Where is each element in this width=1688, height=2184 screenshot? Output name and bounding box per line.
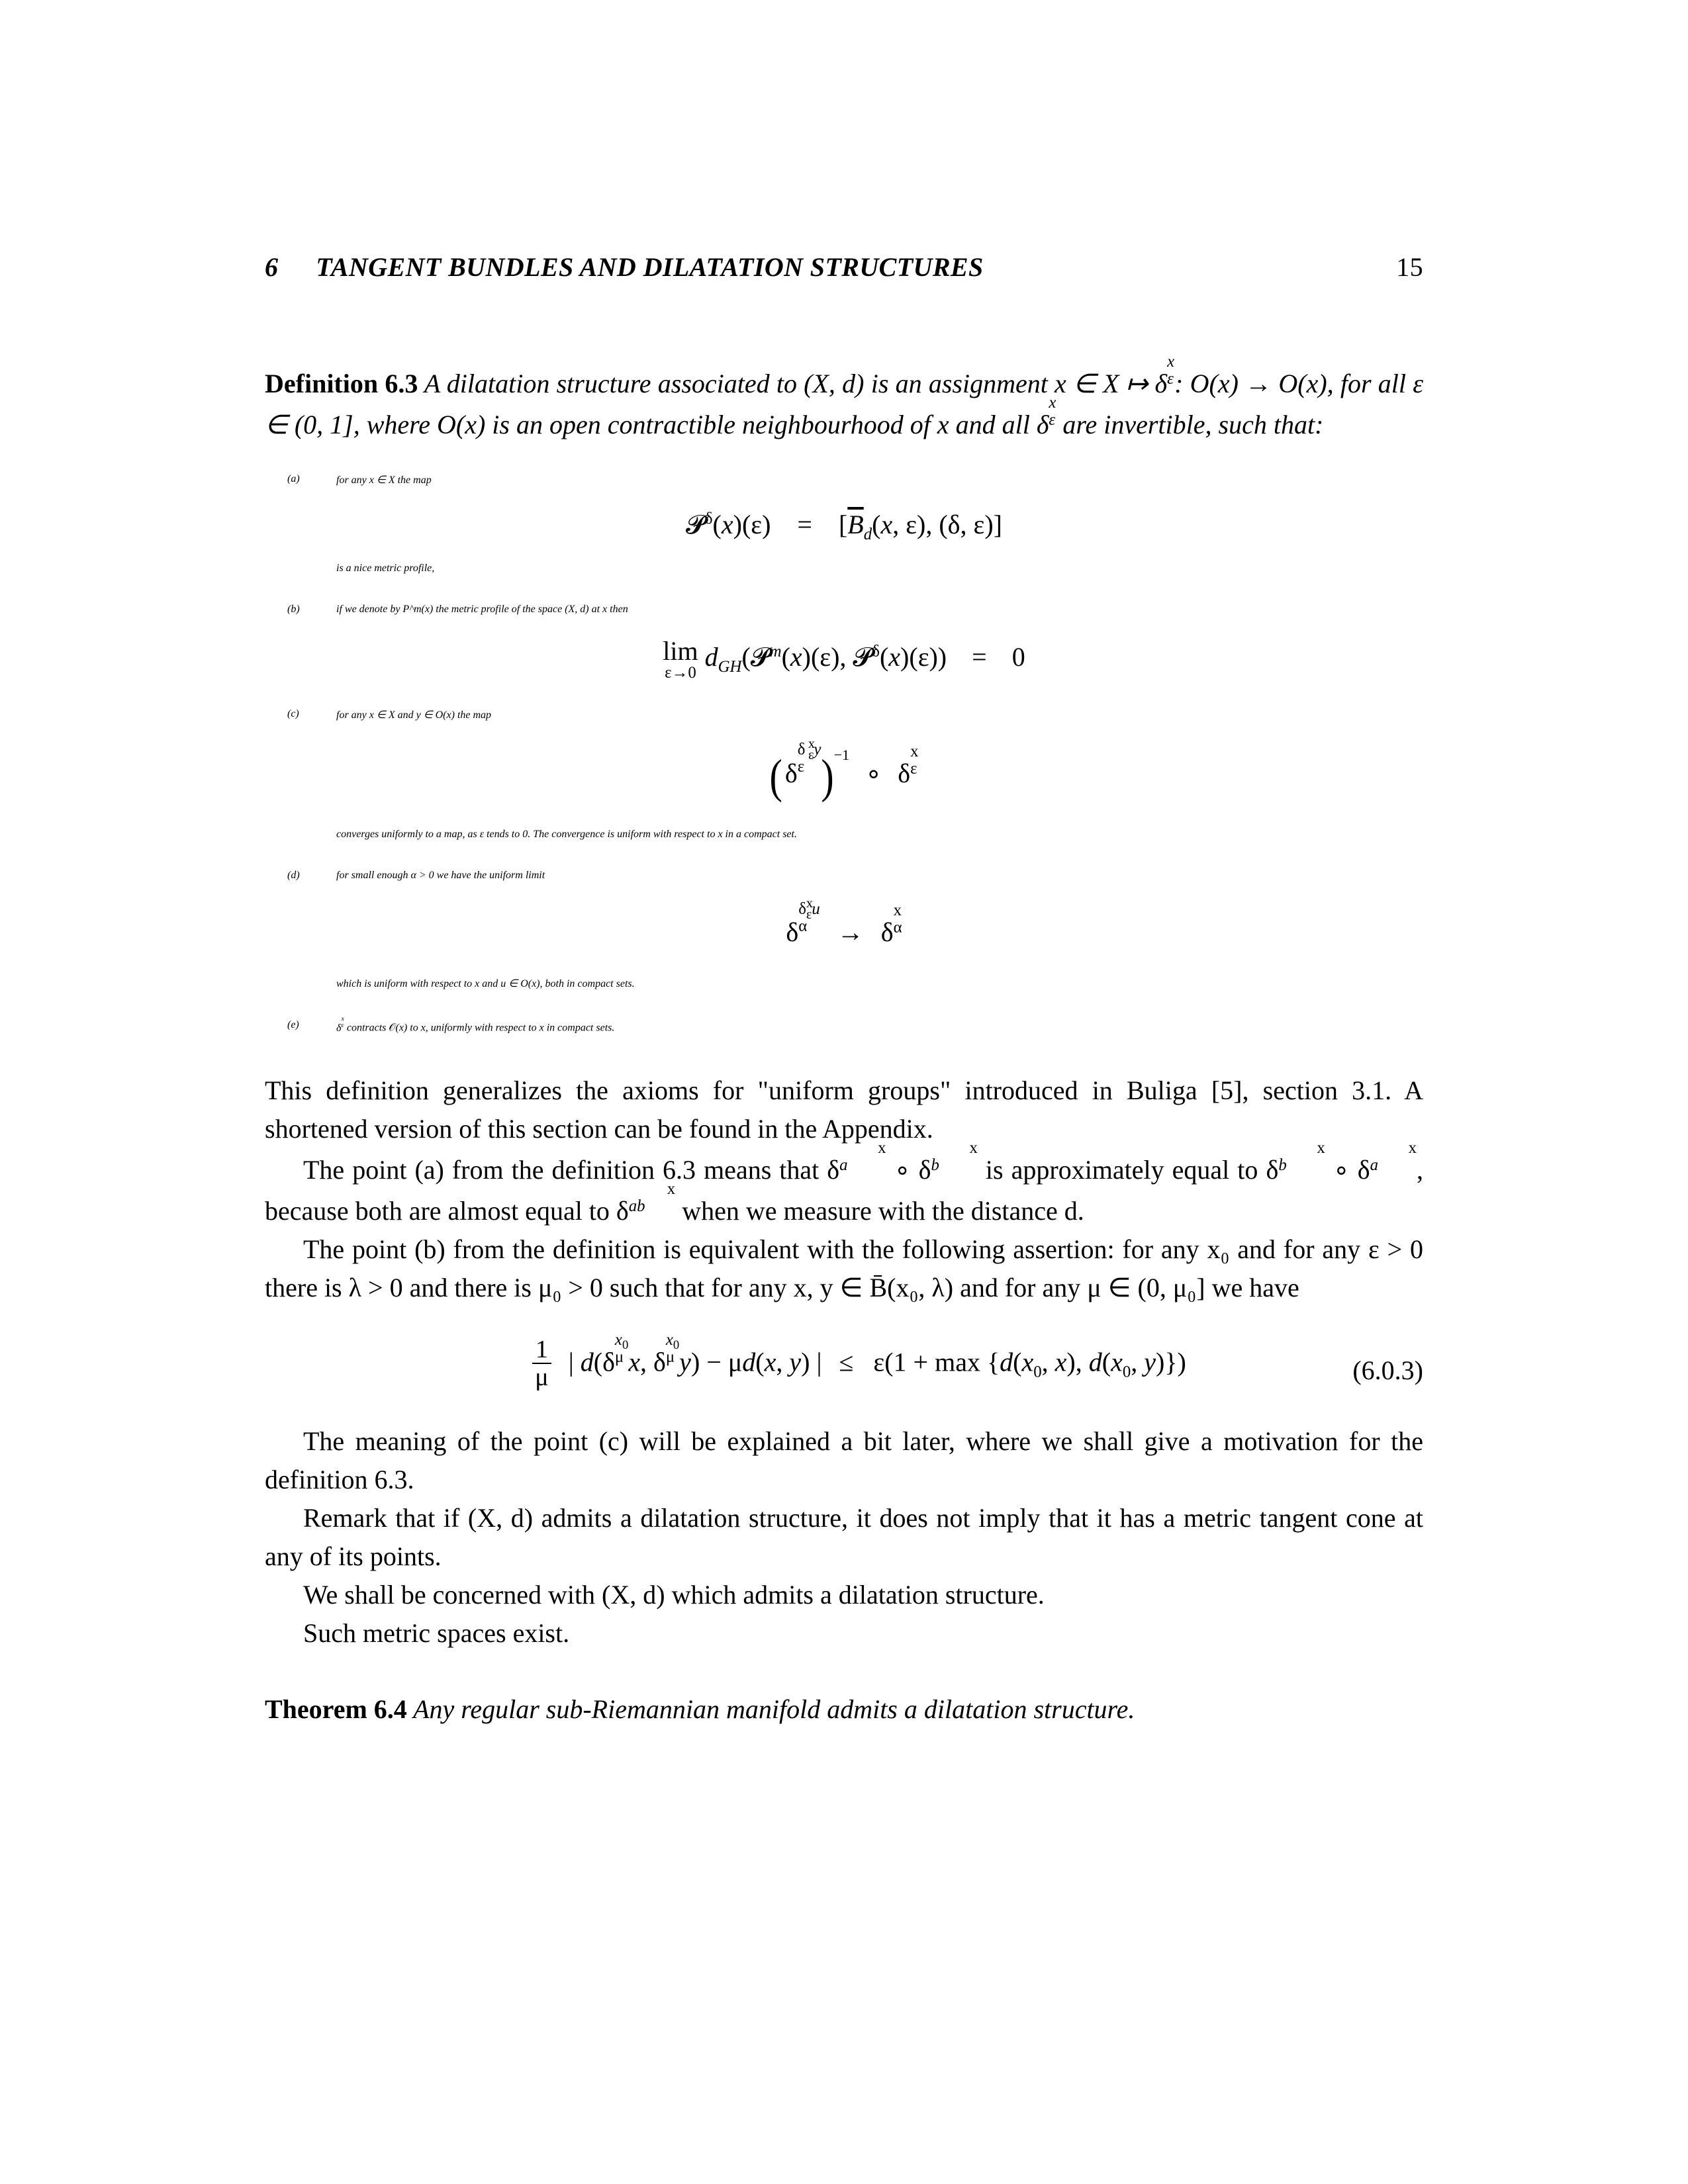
equation-d: δδxεu α → δx α xyxy=(786,896,902,948)
paragraph-point-b: The point (b) from the definition is equivalent with the following assertion: for any x₀ and for any ε > 0 there is λ > 0 and there is μ₀ > 0 such that for any x, y ∈ B̄(x₀, λ) and for any μ ∈ (0, μ₀] we have xyxy=(265,1234,1423,1302)
item-text-a: for any x ∈ X the map xyxy=(336,474,432,486)
item-continuation-a: is a nice metric profile, xyxy=(336,562,435,574)
list-item-e xyxy=(265,1015,1423,1034)
equation-a: 𝓟$^\delta$(x)(ε) = [$\overline{B}_d(x$, ε), (δ, ε)] xyxy=(686,509,1002,543)
item-text-d: for small enough α > 0 we have the uniform limit xyxy=(336,870,545,882)
math-delta-b-comp: δx b ∘ δx a xyxy=(1266,1138,1417,1185)
item-continuation-d: which is uniform with respect to x and u ∈ O(x), both in compact sets. xyxy=(336,978,635,990)
header-left xyxy=(265,251,984,283)
list-item-a xyxy=(265,473,1423,486)
paragraph-point-a-part4: when we measure with the distance d. xyxy=(682,1195,1084,1226)
paragraph-point-c: The meaning of the point (c) will be explained a bit later, where we shall give a motivation for the definition 6.3. xyxy=(265,1426,1423,1495)
header-title: TANGENT BUNDLES AND DILATATION STRUCTURES xyxy=(316,252,984,282)
definition-label: Definition 6.3 xyxy=(265,369,418,399)
math-delta-ab: δx ab xyxy=(616,1179,676,1226)
item-marker-b: (b) xyxy=(287,603,300,615)
paragraph-point-a-part2: is approximately equal to xyxy=(985,1154,1258,1185)
paragraph-exist: Such metric spaces exist. xyxy=(303,1618,570,1649)
item-marker-e: (e) xyxy=(287,1019,299,1031)
item-marker-d: (d) xyxy=(287,870,300,882)
definition-text-2: : O(x) → O(x), for all ε ∈ (0, 1], where O(x) is an open contractible neighbourhood of x and all xyxy=(265,369,1424,439)
item-marker-c: (c) xyxy=(287,707,299,719)
list-item-b xyxy=(265,604,1423,615)
list-item-c xyxy=(265,708,1423,721)
running-header xyxy=(265,251,1423,283)
header-section-number: 6 xyxy=(265,252,279,282)
numbered-equation-603 xyxy=(265,1331,1423,1392)
definition-math-delta-2: δx ε xyxy=(1036,393,1056,439)
item-marker-a: (a) xyxy=(287,473,300,484)
list-item-d xyxy=(265,870,1423,882)
definition-text-1: A dilatation structure associated to (X, d) is an assignment x ∈ X ↦ xyxy=(424,369,1149,399)
equation-c: ( δδ xεy ε )$^{-1}$ ∘ δx ε xyxy=(769,737,919,803)
math-delta-a-comp: δx a ∘ δx b xyxy=(827,1138,978,1185)
item-text-b: if we denote by P^m(x) the metric profile of the space (X, d) at x then xyxy=(336,603,628,615)
numbered-equation-body: $\frac{1}{\mu}$ | $d(\delta x_0$ μ x, $\delta x_0$ μ y) − μd(x, y) | ≤ $\varepsilon(1 + \max \{d(x_0$, x), $d(x_0$, y)}) xyxy=(265,1338,1423,1392)
paragraph-remark: Remark that if (X, d) admits a dilatation structure, it does not imply that it has a metric tangent cone at any of its points. xyxy=(265,1503,1423,1572)
equation-b: lim ε→0 $d_{GH}(𝓟^m(x)(\varepsilon)$, 𝓟$^\delta$(x)(ε)) = 0 xyxy=(663,635,1025,682)
theorem-text: Any regular sub-Riemannian manifold admits a dilatation structure. xyxy=(413,1694,1135,1725)
definition-math-delta-1: δx ε xyxy=(1154,353,1175,399)
equation-number: (6.0.3) xyxy=(1352,1355,1423,1385)
item-text-e: δx ε contracts 𝒪(x) to x, uniformly with respect to x in compact sets. xyxy=(336,1015,615,1034)
paragraph-point-a-part1: The point (a) from the definition 6.3 means that xyxy=(303,1154,820,1185)
definition-paragraph xyxy=(265,353,1424,444)
paragraph-point-a-part3: , because both are almost equal to xyxy=(265,1154,1424,1226)
theorem-block xyxy=(265,1694,1423,1725)
item-e-math: δx ε xyxy=(336,1015,344,1034)
paragraph-concerned: We shall be concerned with (X, d) which admits a dilatation structure. xyxy=(303,1580,1045,1610)
item-continuation-c: converges uniformly to a map, as ε tends to 0. The convergence is uniform with respect to x in a compact set. xyxy=(336,829,797,841)
paragraph-generalizes: This definition generalizes the axioms for "uniform groups" introduced in Buliga [5], section 3.1. A shortened version of this section can be found in the Appendix. xyxy=(265,1075,1423,1144)
paragraph-point-a xyxy=(265,1138,1424,1230)
header-page-number: 15 xyxy=(1396,252,1423,282)
definition-text-3: are invertible, such that: xyxy=(1062,409,1324,439)
theorem-label: Theorem 6.4 xyxy=(265,1694,407,1725)
item-text-c: for any x ∈ X and y ∈ O(x) the map xyxy=(336,709,492,721)
